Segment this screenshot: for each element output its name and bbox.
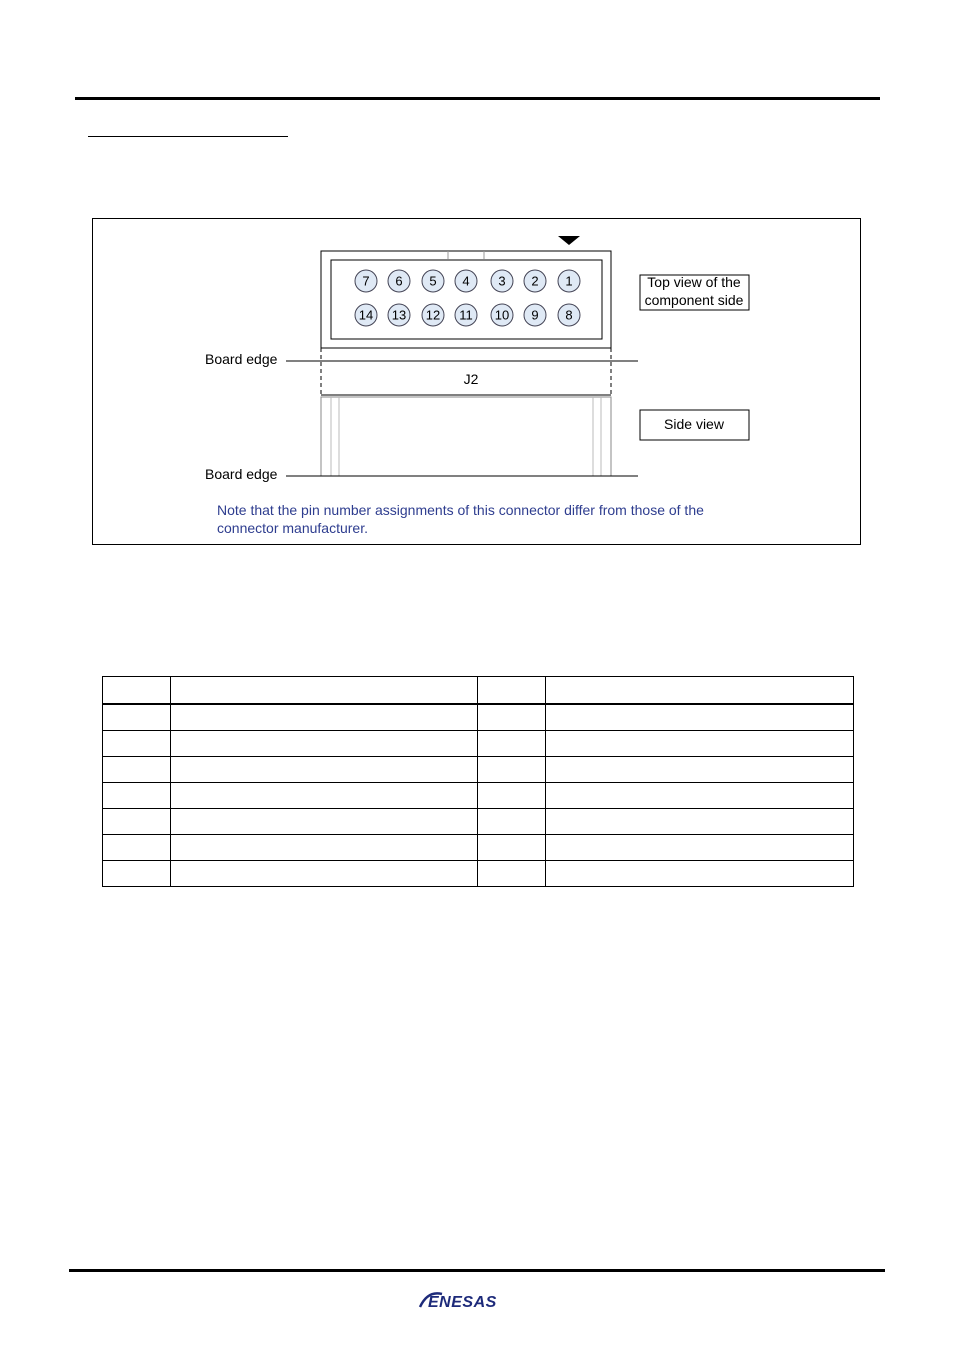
- pin-number: 5: [429, 273, 437, 289]
- table-cell: [103, 809, 171, 835]
- table-row: [103, 757, 854, 783]
- pin-number: 10: [494, 307, 510, 323]
- connector-figure: [92, 218, 861, 545]
- table-header-cell: [171, 677, 478, 705]
- pin-number: 4: [462, 273, 470, 289]
- table-row: [103, 731, 854, 757]
- table-cell: [171, 731, 478, 757]
- footer-rule: [69, 1269, 885, 1272]
- table-header-cell: [478, 677, 546, 705]
- table-cell: [103, 861, 171, 887]
- table-cell: [103, 783, 171, 809]
- table-cell: [546, 783, 854, 809]
- table-cell: [171, 704, 478, 731]
- pin-number: 7: [362, 273, 370, 289]
- pin-number: 1: [565, 273, 573, 289]
- note-line-1: Note that the pin number assignments of this connector differ from those of the: [217, 502, 704, 518]
- side-view-label: Side view: [664, 416, 724, 432]
- table-cell: [478, 809, 546, 835]
- table-header-cell: [103, 677, 171, 705]
- table-header-cell: [546, 677, 854, 705]
- pin-number: 11: [459, 307, 473, 323]
- pin-number: 6: [395, 273, 403, 289]
- board-edge-label-bottom: Board edge: [205, 466, 278, 482]
- pin-number: 9: [531, 307, 539, 323]
- table-cell: [171, 783, 478, 809]
- table-cell: [478, 861, 546, 887]
- table-row: [103, 861, 854, 887]
- pin-number: 3: [498, 273, 506, 289]
- table-row: [103, 809, 854, 835]
- pin-assignment-table: [102, 676, 854, 887]
- pin-number: 2: [531, 273, 539, 289]
- table-row: [103, 835, 854, 861]
- j2-label: J2: [463, 371, 479, 387]
- table-cell: [478, 731, 546, 757]
- connector-diagram: [93, 219, 862, 546]
- section-heading-underline: [88, 136, 288, 137]
- header-rule: [75, 97, 880, 100]
- table-cell: [546, 809, 854, 835]
- table-cell: [478, 757, 546, 783]
- table-cell: [546, 704, 854, 731]
- table-cell: [546, 835, 854, 861]
- table-cell: [171, 757, 478, 783]
- table-row: [103, 704, 854, 731]
- pin-number: 13: [391, 307, 407, 323]
- table-cell: [546, 861, 854, 887]
- top-view-label-line1: Top view of the: [647, 274, 741, 290]
- table-row: [103, 783, 854, 809]
- table-body: [103, 704, 854, 887]
- table-cell: [171, 835, 478, 861]
- table-cell: [103, 704, 171, 731]
- pin1-marker-icon: [558, 236, 580, 245]
- table-cell: [546, 757, 854, 783]
- pin-group: [355, 270, 580, 326]
- table-cell: [171, 809, 478, 835]
- svg-text:ENESAS: ENESAS: [428, 1294, 497, 1311]
- table-header-row: [103, 677, 854, 705]
- connector-body-top: [321, 251, 611, 348]
- table-cell: [103, 835, 171, 861]
- note-line-2: connector manufacturer.: [217, 520, 368, 536]
- table-cell: [103, 757, 171, 783]
- table-cell: [103, 731, 171, 757]
- renesas-logo: [418, 1288, 536, 1312]
- table-cell: [478, 783, 546, 809]
- pin-number: 8: [565, 307, 573, 323]
- pin-number: 14: [358, 307, 374, 323]
- board-edge-label-top: Board edge: [205, 351, 278, 367]
- table-cell: [478, 704, 546, 731]
- connector-body-side: [321, 397, 611, 476]
- table-cell: [478, 835, 546, 861]
- top-view-label-line2: component side: [644, 292, 744, 308]
- table-cell: [546, 731, 854, 757]
- table-cell: [171, 861, 478, 887]
- pin-number: 12: [425, 307, 441, 323]
